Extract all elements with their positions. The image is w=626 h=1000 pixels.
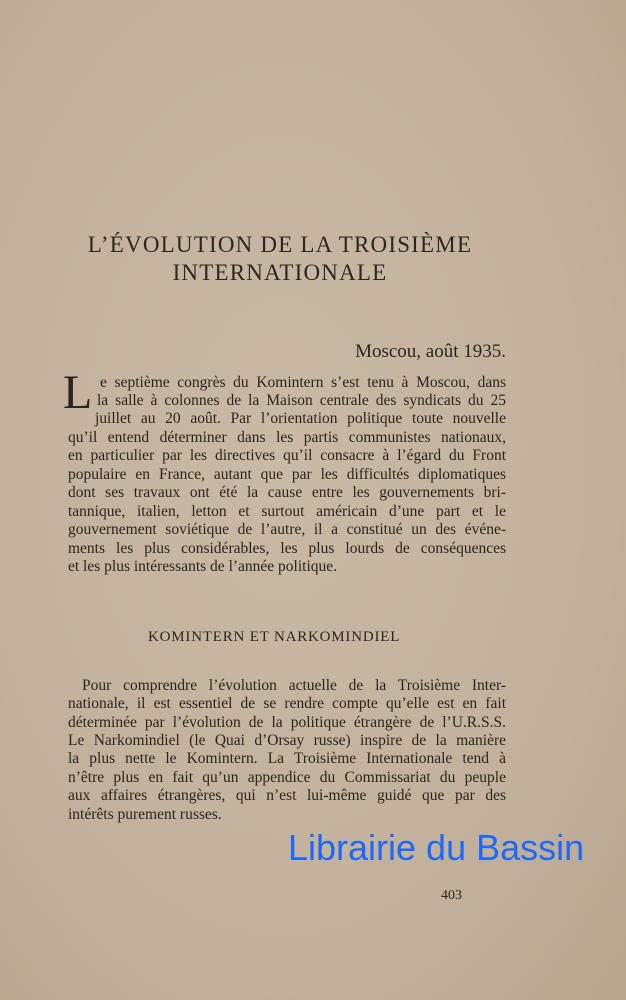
text-line: nationale, il est essentiel de se rendre compte qu’elle est en fait xyxy=(68,695,506,712)
text-line: la salle à colonnes de la Maison centrale des syndicats du 25 xyxy=(97,392,506,409)
text-line: et les plus intéressants de l’année politique. xyxy=(68,558,338,575)
text-line: la plus nette le Komintern. La Troisième Internationale tend à xyxy=(68,750,506,767)
place-date: Moscou, août 1935. xyxy=(355,341,506,362)
chapter-title-line-1: L’ÉVOLUTION DE LA TROISIÈME xyxy=(87,232,473,257)
text-line: intérêts purement russes. xyxy=(68,806,222,823)
watermark: Librairie du Bassin xyxy=(288,827,585,868)
text-line: Le Narkomindiel (le Quai d’Orsay russe) inspire de la manière xyxy=(68,732,506,749)
text-line: populaire en France, autant que par les difficultés diplomatiques xyxy=(68,466,506,483)
text-line: déterminée par l’évolution de la politique étrangère de l’U.R.S.S. xyxy=(68,714,506,731)
drop-cap: L xyxy=(63,366,93,419)
text-line: juillet au 20 août. Par l’orientation politique toute nouvelle xyxy=(95,410,506,427)
chapter-title-line-2: INTERNATIONALE xyxy=(172,260,388,285)
text-line: en particulier par les directives qu’il consacre à l’égard du Front xyxy=(68,447,506,464)
text-line: dont ses travaux ont été la cause entre les gouvernements bri- xyxy=(68,484,506,501)
text-line: e septième congrès du Komintern s’est tenu à Moscou, dans xyxy=(100,374,506,391)
section-heading: KOMINTERN ET NARKOMINDIEL xyxy=(148,629,401,645)
text-line: Pour comprendre l’évolution actuelle de la Troisième Inter- xyxy=(82,677,506,694)
text-line: n’être plus en fait qu’un appendice du Commissariat du peuple xyxy=(68,769,506,786)
text-line: gouvernement soviétique de l’autre, il a constitué un des événe- xyxy=(68,521,506,538)
text-line: aux affaires étrangères, qui n’est lui-même guidé que par des xyxy=(68,787,506,804)
text-line: tannique, italien, letton et surtout américain d’une part et le xyxy=(68,503,506,520)
text-line: qu’il entend déterminer dans les partis communistes nationaux, xyxy=(68,429,506,446)
page-number: 403 xyxy=(441,888,462,903)
text-line: ments les plus considérables, les plus lourds de conséquences xyxy=(68,540,506,557)
